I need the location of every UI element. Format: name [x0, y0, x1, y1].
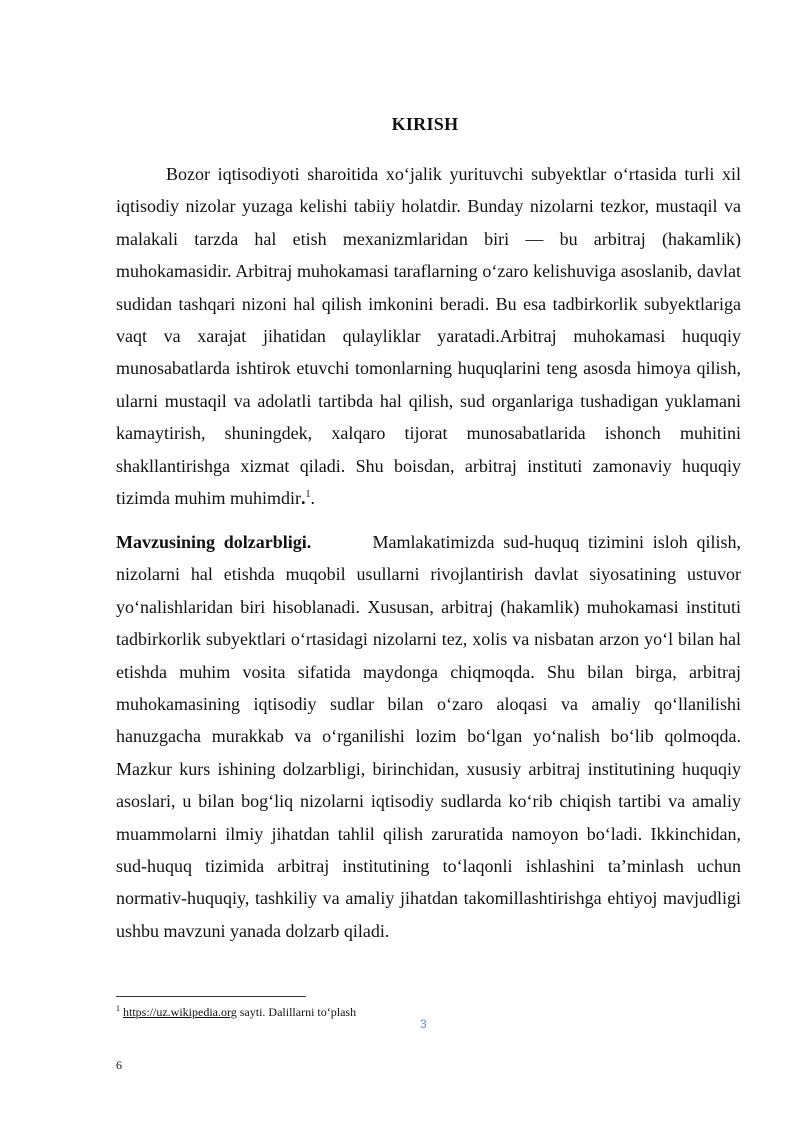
footnote-link[interactable]: https://uz.wikipedia.org: [123, 1005, 237, 1019]
page-number: 6: [116, 1058, 122, 1072]
page-number-blue: 3: [420, 1017, 427, 1031]
section-heading: KIRISH: [391, 114, 459, 134]
relevance-paragraph: [116, 526, 741, 947]
footnote-number: 1: [116, 1004, 120, 1013]
relevance-paragraph-text: Mamlakatimizda sud-huquq tizimini isloh qilish, nizolarni hal etishda muqobil usullarni rivojlantirish davlat siyosatining ustuvor yo‘nalishlaridan biri hisoblanadi. Xususan, arbitraj (hakamlik) muhokamasi instituti tadbirkorlik subyektlari o‘rtasidagi nizolarni tez, xolis va nisbatan arzon yo‘l bilan hal etishda muhim vosita sifatida maydonga chiqmoqda. Shu bilan birga, arbitraj muhokamasining iqtisodiy sudlar bilan o‘zaro aloqasi va amaliy qo‘llanilishi hanuzgacha murakkab va o‘rganilishi lozim bo‘lgan yo‘nalish bo‘lib qolmoqda. Mazkur kurs ishining dolzarbligi, birinchidan, xususiy arbitraj institutining huquqiy asoslari, u bilan bog‘liq nizolarni iqtisodiy sudlarda ko‘rib chiqish tartibi va amaliy muammolarni ilmiy jihatdan tahlil qilish zaruratida namoyon bo‘ladi. Ikkinchidan, sud-huquq tizimida arbitraj institutining to‘laqonli ishlashini ta’minlash uchun normativ-huquqiy, tashkiliy va amaliy jihatdan takomillashtirishga ehtiyoj mavjudligi ushbu mavzuni yanada dolzarb qiladi.: [116, 532, 741, 941]
footnote-text: sayti. Dalillarni to‘plash: [236, 1005, 357, 1019]
intro-paragraph: [116, 158, 741, 514]
footnote: [116, 1004, 356, 1020]
footnote-divider: [116, 996, 306, 997]
footnote-reference[interactable]: 1: [305, 489, 311, 501]
intro-paragraph-text: Bozor iqtisodiyoti sharoitida xo‘jalik yurituvchi subyektlar o‘rtasida turli xil iqtisodiy nizolar yuzaga kelishi tabiiy holatdir. Bunday nizolarni tezkor, mustaqil va malakali tarzda hal etish mexanizmlaridan biri — bu arbitraj (hakamlik) muhokamasidir. Arbitraj muhokamasi taraflarning o‘zaro kelishuviga asoslanib, davlat sudidan tashqari nizoni hal qilish imkonini beradi. Bu esa tadbirkorlik subyektlariga vaqt va xarajat jihatidan qulayliklar yaratadi.Arbitraj muhokamasi huquqiy munosabatlarda ishtirok etuvchi tomonlarning huquqlarini teng asosda himoya qilish, ularni mustaqil va adolatli tartibda hal qilish, sud organlariga tushadigan yuklamani kamaytirish, shuningdek, xalqaro tijorat munosabatlarida ishonch muhitini shakllantirishga xizmat qiladi. Shu boisdan, arbitraj instituti zamonaviy huquqiy tizimda muhim muhimdir: [116, 164, 741, 509]
intro-paragraph-end: .: [310, 488, 315, 509]
intro-paragraph-bold-dot: .: [300, 488, 306, 509]
relevance-lead: Mavzusining dolzarbligi.: [116, 532, 312, 552]
